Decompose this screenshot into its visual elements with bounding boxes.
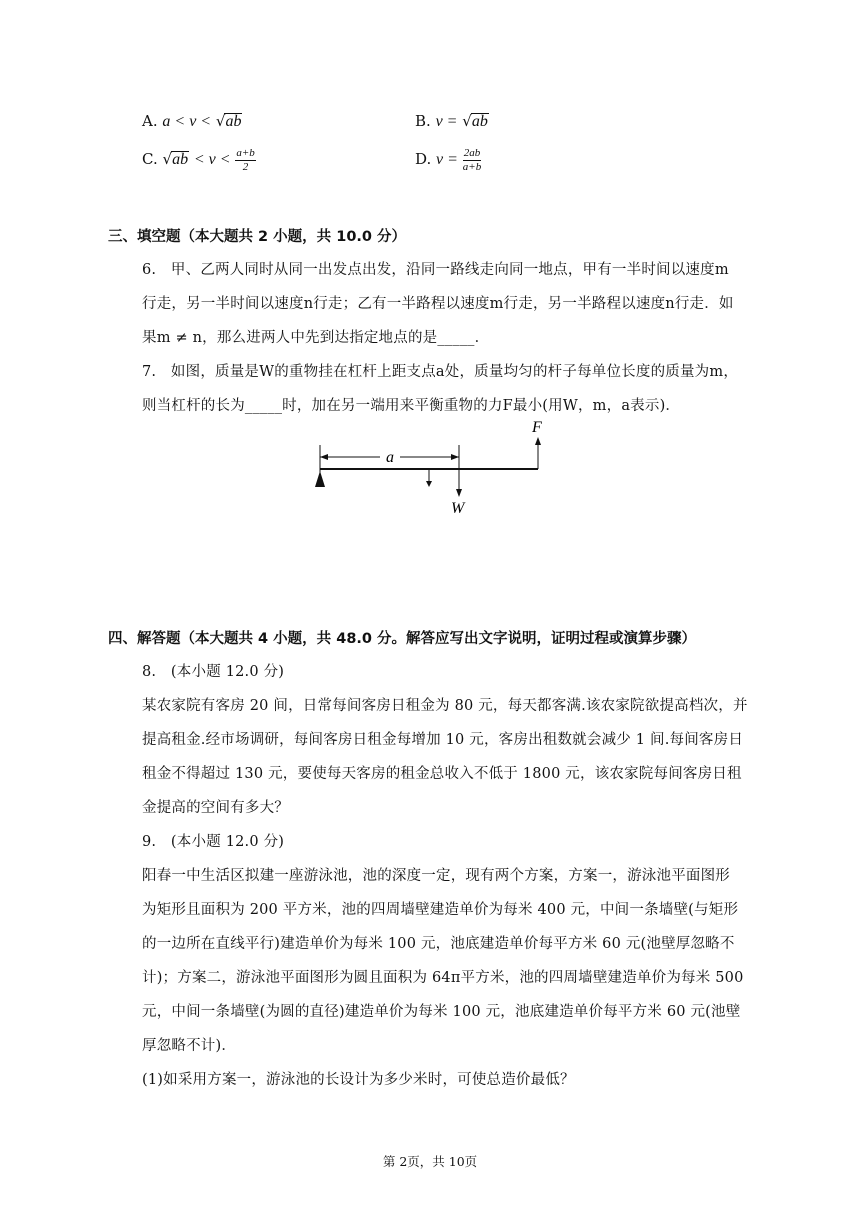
- q8-header: 8. (本小题 12.0 分): [142, 664, 285, 680]
- q7-line-2: 则当杠杆的长为_____时，加在另一端用来平衡重物的力F最小(用W，m，a表示)．: [142, 398, 681, 414]
- q6-line-2: 行走，另一半时间以速度n行走；乙有一半路程以速度m行走，另一半路程以速度n行走．如: [142, 296, 734, 312]
- fulcrum-triangle: [315, 471, 325, 487]
- q8-line-4: 金提高的空间有多大？: [142, 800, 289, 816]
- q6-line-3: 果m ≠ n，那么进两人中先到达指定地点的是_____．: [142, 330, 490, 346]
- option-c-expr: < v <: [193, 151, 231, 169]
- weight-arrow-down: [456, 489, 462, 497]
- option-b-sqrt: √ab: [462, 112, 488, 130]
- option-d-denominator: a+b: [462, 160, 482, 173]
- section-4-heading: 四、解答题（本大题共 4 小题，共 48.0 分。解答应写出文字说明，证明过程或演算步骤）: [108, 631, 697, 647]
- q9-header: 9. (本小题 12.0 分): [142, 834, 285, 850]
- q9-line-4: 计)；方案二，游泳池平面图形为圆且面积为 64π平方米，池的四周墙壁建造单价为每米 500: [142, 970, 744, 986]
- option-a-letter: A.: [142, 112, 158, 130]
- option-a-radicand: ab: [225, 113, 242, 130]
- q9-line-1: 阳春一中生活区拟建一座游泳池，池的深度一定，现有两个方案，方案一，游泳池平面图形: [142, 868, 730, 884]
- option-d-expr: v =: [436, 151, 458, 169]
- label-w: W: [451, 500, 465, 517]
- option-c-radicand: ab: [172, 151, 189, 169]
- option-c: [142, 147, 256, 173]
- center-weight-arrow: [426, 481, 432, 487]
- label-f: F: [532, 419, 542, 436]
- section-3-heading: 三、填空题（本大题共 2 小题，共 10.0 分）: [108, 229, 407, 245]
- option-c-denominator: 2: [242, 160, 249, 173]
- option-d-fraction: [463, 147, 482, 173]
- force-arrow-up: [535, 437, 541, 445]
- option-d: [415, 147, 481, 173]
- option-a-expr: a < v <: [162, 113, 212, 130]
- lever-figure: [300, 415, 560, 520]
- option-c-numerator: a+b: [236, 147, 255, 159]
- option-b-expr: v =: [435, 113, 458, 130]
- q8-line-1: 某农家院有客房 20 间，日常每间客房日租金为 80 元，每天都客满.该农家院欲提高档次，并: [142, 698, 748, 714]
- q9-line-2: 为矩形且面积为 200 平方米，池的四周墙壁建造单价为每米 400 元，中间一条墙壁(与矩形: [142, 902, 739, 918]
- option-c-fraction: [235, 147, 255, 173]
- q9-line-3: 的一边所在直线平行)建造单价为每米 100 元，池底建造单价每平方米 60 元(池壁厚忽略不: [142, 936, 735, 952]
- option-b-letter: B.: [415, 112, 431, 130]
- dimension-arrow-left: [320, 454, 328, 460]
- q9-line-6: 厚忽略不计)．: [142, 1038, 237, 1054]
- option-d-numerator: 2ab: [463, 147, 481, 159]
- q7-line-1: 7. 如图，质量是W的重物挂在杠杆上距支点a处，质量均匀的杆子每单位长度的质量为m，: [142, 364, 739, 380]
- q6-line-1: 6. 甲、乙两人同时从同一出发点出发，沿同一路线走向同一地点，甲有一半时间以速度m: [142, 262, 729, 278]
- option-b: [415, 112, 489, 131]
- option-d-letter: D.: [415, 150, 432, 169]
- q8-line-2: 提高租金.经市场调研，每间客房日租金每增加 10 元，客房出租数就会减少 1 间.每间客房日: [142, 732, 744, 748]
- option-c-sqrt: √ab: [162, 150, 189, 169]
- q9-line-5: 元，中间一条墙壁(为圆的直径)建造单价为每米 100 元，池底建造单价每平方米 60 元(池壁: [142, 1004, 741, 1020]
- q9-sub-question-1: (1)如采用方案一，游泳池的长设计为多少米时，可使总造价最低？: [142, 1072, 575, 1088]
- dimension-arrow-right: [451, 454, 459, 460]
- option-a: [142, 112, 242, 131]
- option-a-sqrt: √ab: [215, 112, 242, 130]
- label-a: a: [386, 449, 394, 466]
- option-b-radicand: ab: [471, 113, 488, 130]
- option-c-letter: C.: [142, 150, 158, 169]
- page-footer: 第 2页，共 10页: [382, 1154, 478, 1169]
- q8-line-3: 租金不得超过 130 元，要使每天客房的租金总收入不低于 1800 元，该农家院每间客房日租: [142, 766, 742, 782]
